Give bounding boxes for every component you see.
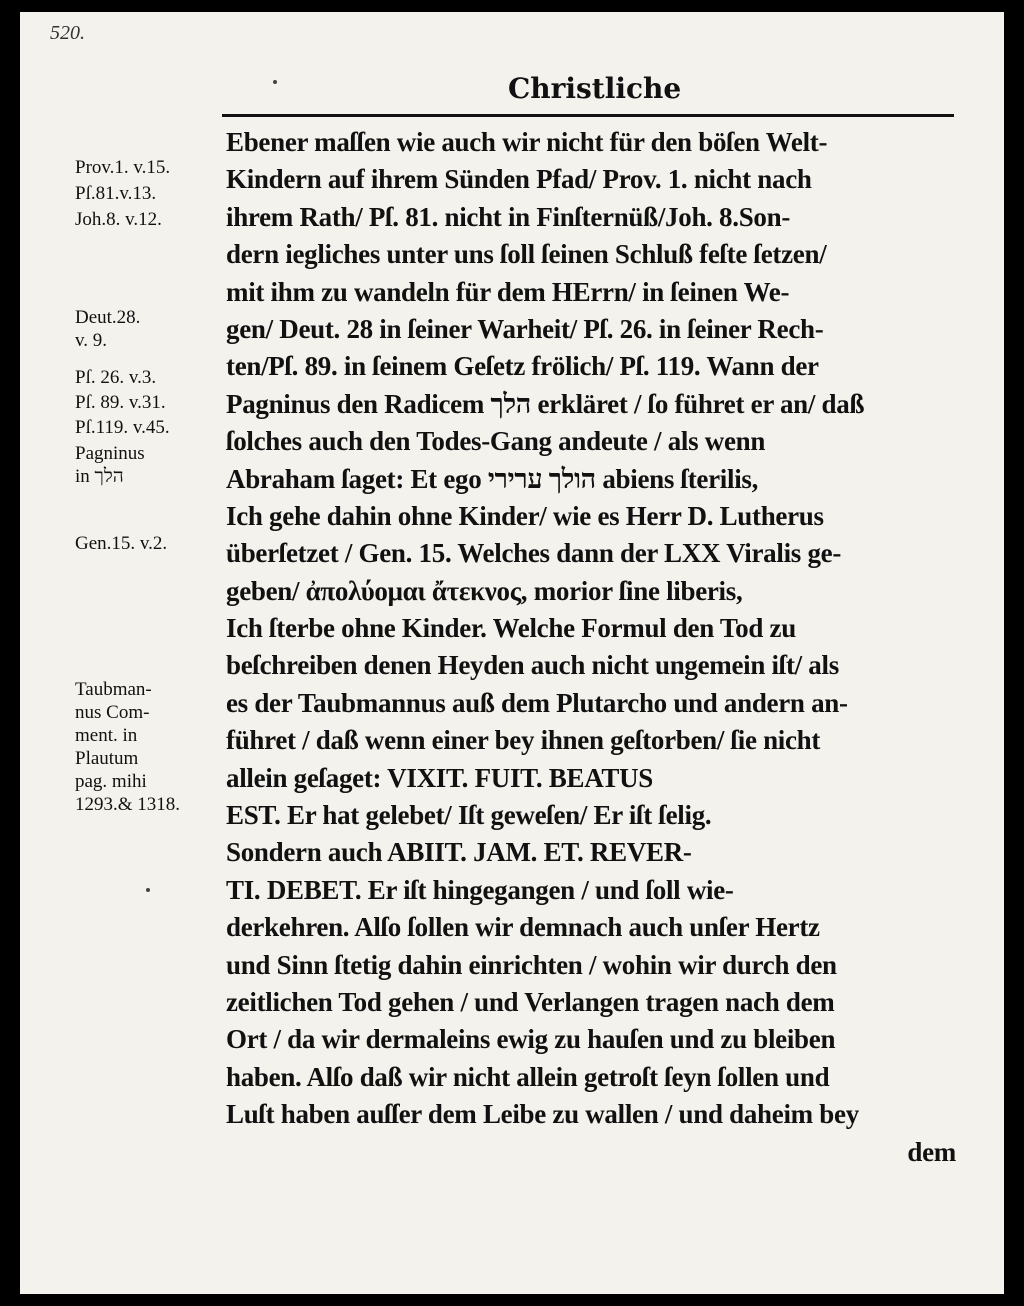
text-line: geben/ ἀπολύομαι ἄτεκνος, morior ſine liberis, [226,575,743,606]
text-line: EST. Er hat gelebet/ Iſt geweſen/ Er iſt ſelig. [226,800,712,831]
margin-note: Pſ. 89. v.31. [75,392,166,413]
text-line: beſchreiben denen Heyden auch nicht ungemein iſt/ als [226,650,839,681]
margin-note: Pſ.81.v.13. [75,183,157,204]
text-line: führet / daß wenn einer bey ihnen geſtorben/ ſie nicht [226,725,821,756]
text-line: dern iegliches unter uns ſoll ſeinen Schluß feſte ſetzen/ [226,239,827,270]
text-line: derkehren. Alſo ſollen wir demnach auch unſer Hertz [226,912,820,943]
margin-note: Taubman- nus Com- ment. in Plautum pag. mihi 1293.& 1318. [75,679,181,815]
text-line: und Sinn ſtetig dahin einrichten / wohin wir durch den [226,949,837,980]
margin-note: Pſ. 26. v.3. [75,367,157,388]
page-number: 520. [50,22,85,44]
text-line: zeitlichen Tod gehen / und Verlangen tragen nach dem [226,986,835,1017]
text-line: mit ihm zu wandeln für dem HErrn/ in ſeinen We- [226,276,790,307]
text-line: es der Taubmannus auß dem Plutarcho und andern an- [226,687,848,718]
text-line: überſetzet / Gen. 15. Welches dann der LXX Viralis ge- [226,538,842,569]
text-line: ihrem Rath/ Pſ. 81. nicht in Finſternüß/Joh. 8.Son- [226,201,791,232]
margin-note: Gen.15. v.2. [75,533,168,554]
running-head: Christliche [508,72,682,105]
text-line: ſolches auch den Todes-Gang andeute / als wenn [226,426,766,457]
margin-note: Deut.28. v. 9. [75,307,141,351]
text-line: Abraham ſaget: Et ego הולך ערירי abiens ſterilis, [226,463,759,494]
text-line: Ich ſterbe ohne Kinder. Welche Formul den Tod zu [226,613,796,644]
text-line: gen/ Deut. 28 in ſeiner Warheit/ Pſ. 26. in ſeiner Rech- [226,313,824,344]
margin-note: Joh.8. v.12. [75,209,162,230]
text-line: Ebener maſſen wie auch wir nicht für den böſen Welt- [226,127,828,157]
text-line: Ort / da wir dermaleins ewig zu hauſen und zu bleiben [226,1024,836,1055]
book-page [20,12,1004,1294]
ink-speck [146,888,150,892]
text-line: TI. DEBET. Er iſt hingegangen / und ſoll wie- [226,874,734,905]
text-line: Ich gehe dahin ohne Kinder/ wie es Herr D. Lutherus [226,500,824,531]
header-rule [222,114,954,117]
text-line: Pagninus den Radicem הלך erkläret / ſo führet er an/ daß [226,388,865,419]
text-line: dem [907,1136,956,1167]
text-line: Sondern auch ABIIT. JAM. ET. REVER- [226,837,692,868]
text-line: ten/Pſ. 89. in ſeinem Geſetz frölich/ Pſ. 119. Wann der [226,351,819,382]
main-text-block [226,124,956,1171]
text-line: Kindern auf ihrem Sünden Pfad/ Prov. 1. nicht nach [226,164,812,195]
margin-note: Prov.1. v.15. [75,157,171,178]
text-line: allein geſaget: VIXIT. FUIT. BEATUS [226,762,654,793]
text-line: Luſt haben auſſer dem Leibe zu wallen / und daheim bey [226,1099,859,1130]
ink-speck [273,80,277,84]
margin-note: Pagninus in הלך [75,443,145,487]
text-line: haben. Alſo daß wir nicht allein getroſt ſeyn ſollen und [226,1061,830,1092]
margin-note: Pſ.119. v.45. [75,417,170,438]
